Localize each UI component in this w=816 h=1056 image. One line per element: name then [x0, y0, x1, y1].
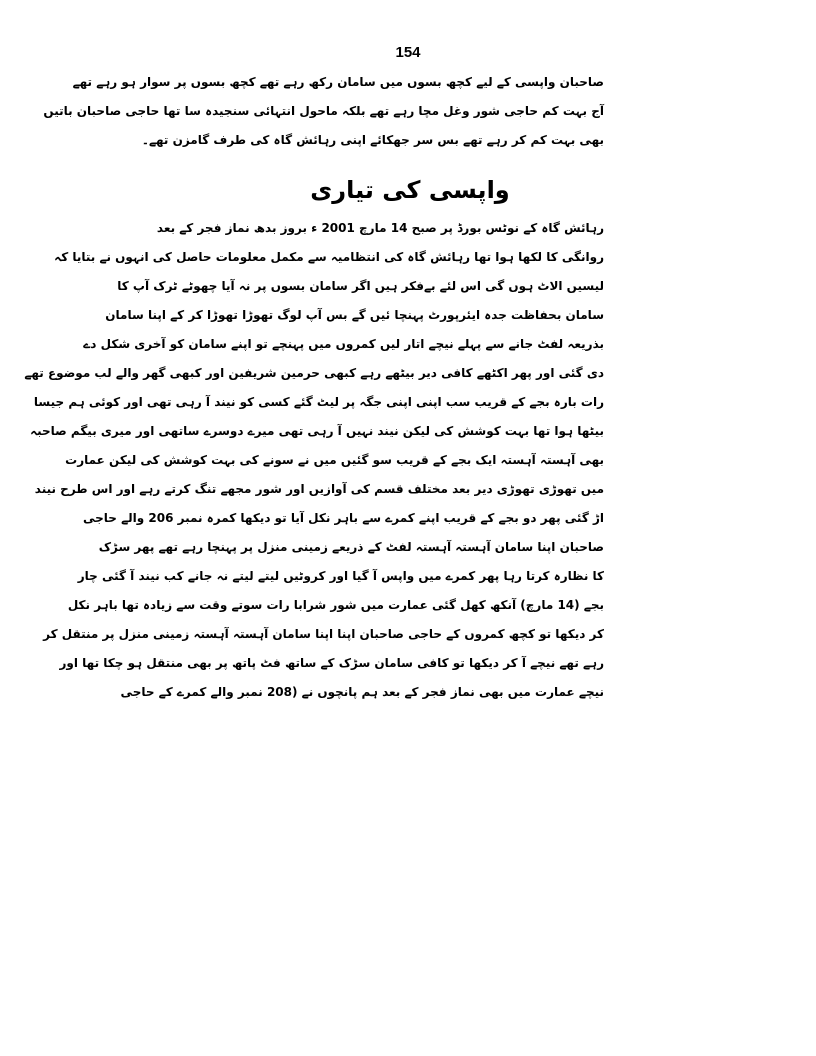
text-line: رات بارہ بجے کے قریب سب اپنی اپنی جگہ پر لیٹ گئے کسی کو نیند آ رہی تھی اور کوئی ہم جیسا [33, 395, 604, 409]
body-paragraph [24, 214, 604, 707]
text-line: رہے تھے نیچے آ کر دیکھا تو کافی سامان سڑک کے ساتھ فٹ پاتھ پر بھی منتقل ہو چکا تھا اور [59, 656, 604, 670]
text-line: بھی آہستہ آہستہ ایک بجے کے قریب سو گئیں میں نے سونے کی بہت کوشش کی لیکن عمارت [65, 453, 604, 467]
section-heading: واپسی کی تیاری [310, 176, 510, 204]
text-line: صاحبان واپسی کے لیے کچھ بسوں میں سامان رکھ رہے تھے کچھ بسوں پر سوار ہو رہے تھے [72, 75, 604, 89]
text-line: بھی بہت کم کر رہے تھے بس سر جھکائے اپنی رہائش گاہ کی طرف گامزن تھے۔ [141, 133, 604, 147]
text-line: میں تھوڑی تھوڑی دیر بعد مختلف قسم کی آوازیں اور شور مجھے تنگ کرتے رہے اور اس طرح نیند [34, 482, 604, 496]
text-line: کر دیکھا تو کچھ کمروں کے حاجی صاحبان اپنا اپنا سامان آہستہ آہستہ زمینی منزل پر منتقل کر [43, 627, 604, 641]
text-line: صاحبان اپنا سامان آہستہ آہستہ لفٹ کے ذریعے زمینی منزل پر پہنچا رہے تھے پھر سڑک [98, 540, 604, 554]
text-line: آج بہت کم حاجی شور وغل مچا رہے تھے بلکہ ماحول انتہائی سنجیدہ سا تھا حاجی صاحبان باتیں [43, 104, 604, 118]
intro-paragraph [43, 68, 604, 155]
text-line: بجے (14 مارچ) آنکھ کھل گئی عمارت میں شور شرابا رات سوتے وقت سے زیادہ تھا باہر نکل [67, 598, 604, 612]
text-line: لیسیں الاٹ ہوں گی اس لئے بےفکر ہیں اگر سامان بسوں پر نہ آیا چھوٹے ٹرک آپ کا [117, 279, 604, 293]
text-line: نیچے عمارت میں بھی نماز فجر کے بعد ہم پانچوں نے (208 نمبر والے کمرے کے حاجی [120, 685, 604, 699]
text-line: روانگی کا لکھا ہوا تھا رہائش گاہ کی انتظامیہ سے مکمل معلومات حاصل کی انہوں نے بتایا کہ [54, 250, 604, 264]
text-line: سامان بحفاظت جدہ ایئرپورٹ پہنچا ئیں گے بس آپ لوگ تھوڑا تھوڑا کر کے اپنا سامان [105, 308, 604, 322]
text-line: بذریعہ لفٹ جانے سے پہلے نیچے اتار لیں کمروں میں پہنچے تو اپنے سامان کو آخری شکل دے [83, 337, 604, 351]
text-line: اڑ گئی پھر دو بجے کے قریب اپنے کمرے سے باہر نکل آیا تو دیکھا کمرہ نمبر 206 والے حاجی [82, 511, 604, 525]
text-line: رہائش گاہ کے نوٹس بورڈ پر صبح 14 مارچ 2001 ء بروز بدھ نماز فجر کے بعد [156, 221, 604, 235]
text-line: بیٹھا ہوا تھا بہت کوشش کی لیکن نیند نہیں آ رہی تھی میرے دوسرے ساتھی اور میری بیگم صاحبہ [30, 424, 604, 438]
text-line: دی گئی اور پھر اکٹھے کافی دیر بیٹھے رہے کبھی حرمین شریفین اور کبھی گھر والے لب موضوع تھے [24, 366, 604, 380]
text-line: کا نظارہ کرتا رہا پھر کمرے میں واپس آ گیا اور کروٹیں لیتے لیتے نہ جانے کب نیند آ گئی چار [77, 569, 604, 583]
page-number: 154 [395, 44, 421, 61]
